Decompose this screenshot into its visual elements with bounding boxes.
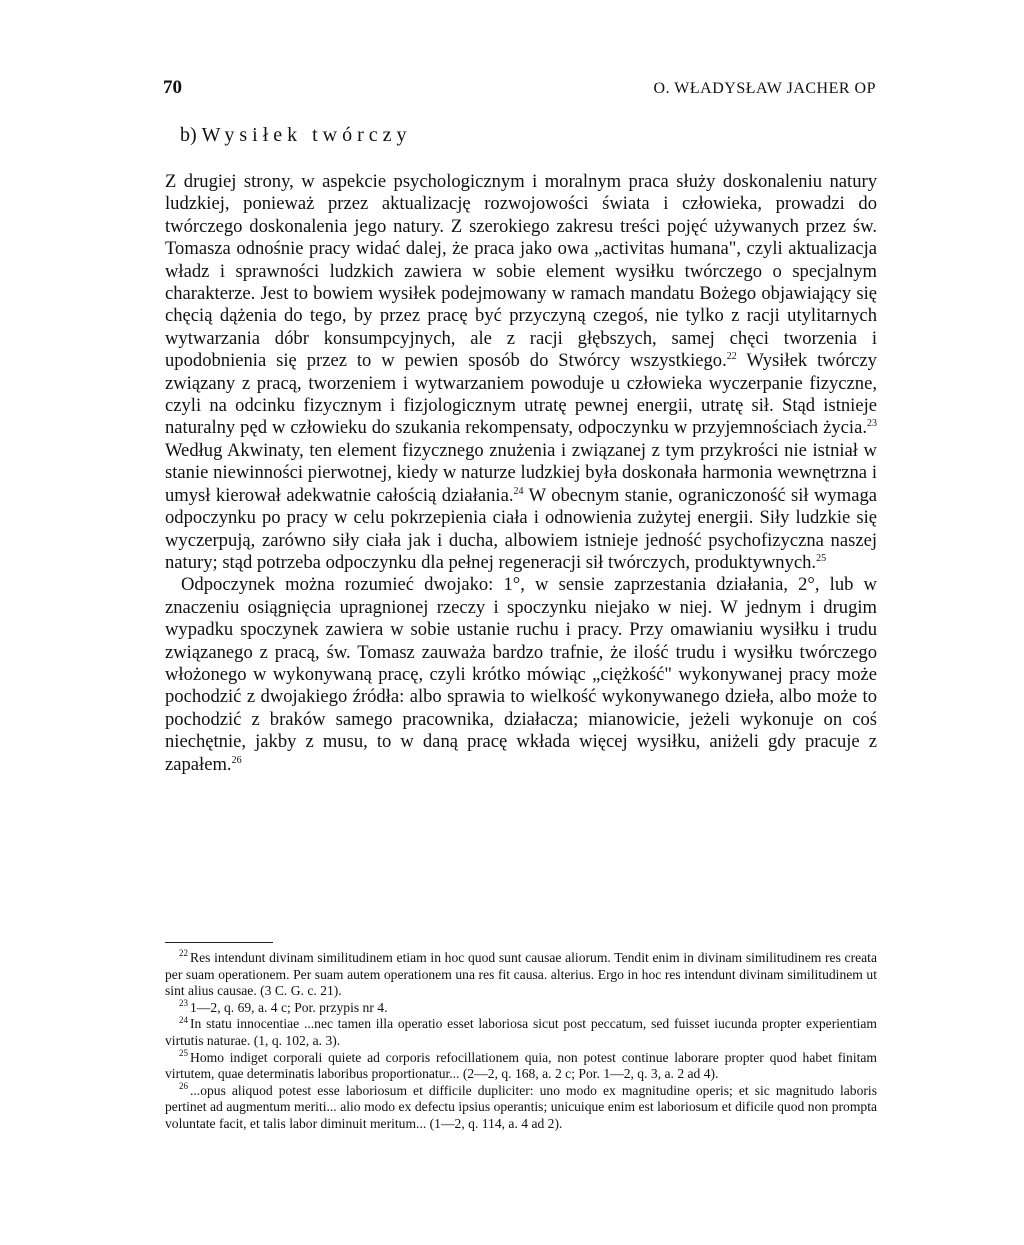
text-segment: Z drugiej strony, w aspekcie psychologicznym i moralnym praca służy doskonaleniu natury ludzkiej, ponieważ przez aktualizację rozwojowości świata i człowieka, prowadzi do twórczego doskonalenia jego natury. Z szerokiego zakresu treści pojęć używanych przez św. Tomasza odnośnie pracy widać dalej, że praca jako owa „activitas humana", czyli aktualizacja władz i sprawności ludzkich zawiera w sobie element wysiłku twórczego o specjalnym charakterze. Jest to bowiem wysiłek podejmowany w ramach mandatu Bożego objawiający się chęcią dążenia do tego, by przez pracę być przyczyną czegoś, nie tylko z racji utylitarnych wytwarzania dóbr konsumpcyjnych, ale z racji głębszych, samej chęci tworzenia i upodobnienia się przez to w pewien sposób do Stwórcy wszystkiego. <box>165 171 877 372</box>
body-text <box>165 171 877 776</box>
text-segment: Według Akwinaty, ten element fizycznego znużenia i związanej z tym przykrości nie istniał w stanie niewinności pierwotnej, kiedy w naturze ludzkiej była doskonała harmonia wewnętrzna i umysł kierował adekwatnie całością działania. <box>165 439 877 506</box>
footnote-ref[interactable]: 24 <box>513 485 524 497</box>
footnote-number: 23 <box>179 998 188 1009</box>
text-segment: Odpoczynek można rozumieć dwojako: 1°, w sensie zaprzestania działania, 2°, lub w znaczeniu osiągnięcia upragnionej rzeczy i spoczynku niejako w niej. W jednym i drugim wypadku spoczynek zawiera w sobie ustanie ruchu i pracy. Przy omawianiu wysiłku i trudu związanego z pracą, św. Tomasz zauważa bardzo trafnie, że ilość trudu i wysiłku twórczego włożonego w wykonywaną pracę, czyli krótko mówiąc „ciężkość" wykonywanej pracy może pochodzić z dwojakiego źródła: albo sprawia to wielkość wykonywanego dzieła, albo może to pochodzić z braków samego pracownika, działacza; mianowicie, jeżeli wykonuje on coś niechętnie, jakby z musu, to w daną pracę wkłada więcej wysiłku, aniżeli gdy pracuje z zapałem. <box>165 574 877 775</box>
section-title: Wysiłek twórczy <box>201 124 412 146</box>
footnote-number: 24 <box>179 1014 188 1025</box>
footnote-number: 22 <box>179 948 188 959</box>
footnote-ref[interactable]: 25 <box>816 552 827 564</box>
footnote-26 <box>165 1083 877 1133</box>
section-heading <box>180 124 412 147</box>
footnotes <box>165 950 877 1133</box>
footnote-divider <box>165 942 273 943</box>
text-segment: Wysiłek twórczy związany z pracą, tworzeniem i wytwarzaniem powoduje u człowieka wyczerpanie fizyczne, czyli na odcinku fizycznym i fizjologicznym utratę pewnej energii, utratę sił. Stąd istnieje naturalny pęd w człowieku do szukania rekompensaty, odpoczynku w przyjemnościach życia. <box>165 350 877 439</box>
footnote-23 <box>165 1000 877 1017</box>
section-letter: b) <box>180 124 197 146</box>
paragraph-2 <box>165 574 877 776</box>
footnote-25 <box>165 1050 877 1083</box>
footnote-number: 26 <box>179 1081 188 1092</box>
page-number: 70 <box>163 77 182 98</box>
text-segment: W obecnym stanie, ograniczoność sił wymaga odpoczynku po pracy w celu pokrzepienia ciała i odnowienia zużytej energii. Siły ludzkie się wyczerpują, zarówno siły ciała jak i ducha, albowiem istnieje jedność psychofizyczna naszej natury; stąd potrzeba odpoczynku dla pełnej regeneracji sił twórczych, produktywnych. <box>165 484 877 573</box>
footnote-text: 1—2, q. 69, a. 4 c; Por. przypis nr 4. <box>190 999 388 1015</box>
footnote-text: In statu innocentiae ...nec tamen illa operatio esset laboriosa sicut post peccatum, sed fuisset iucunda propter experientiam virtutis naturae. (1, q. 102, a. 3). <box>165 1016 877 1048</box>
footnote-ref[interactable]: 23 <box>867 418 877 430</box>
footnote-24 <box>165 1016 877 1049</box>
footnote-ref[interactable]: 22 <box>726 351 737 363</box>
footnote-22 <box>165 950 877 1000</box>
running-head: O. WŁADYSŁAW JACHER OP <box>653 80 876 97</box>
footnote-text: Res intendunt divinam similitudinem etiam in hoc quod sunt causae aliorum. Tendit enim in divinam similitudinem res creata per suam operationem. Per suam autem operationem una res fit causa. alterius. Ergo in hoc res intendunt divinam similitudinem ut sint alius causae. (3 C. G. c. 21). <box>165 950 877 999</box>
footnote-number: 25 <box>179 1048 188 1059</box>
footnote-text: ...opus aliquod potest esse laboriosum et difficile dupliciter: uno modo ex magnitudine operis; et sic magnitudo laboris pertinet ad augmentum meriti... alio modo ex defectu ipsius operantis; unicuique enim est laboriosum et dificile quod non prompta voluntate facit, et talis labor diminuit meritum... (1—2, q. 114, a. 4 ad 2). <box>165 1082 877 1131</box>
paragraph-1 <box>165 171 877 574</box>
footnote-ref[interactable]: 26 <box>231 754 242 766</box>
footnote-text: Homo indiget corporali quiete ad corporis refocillationem quia, non potest continue laborare propter quod habet finitam virtutem, quae determinatis laboribus proportionatur... (2—2, q. 168, a. 2 c; Por. 1—2, q. 3, a. 2 ad 4). <box>165 1049 877 1082</box>
